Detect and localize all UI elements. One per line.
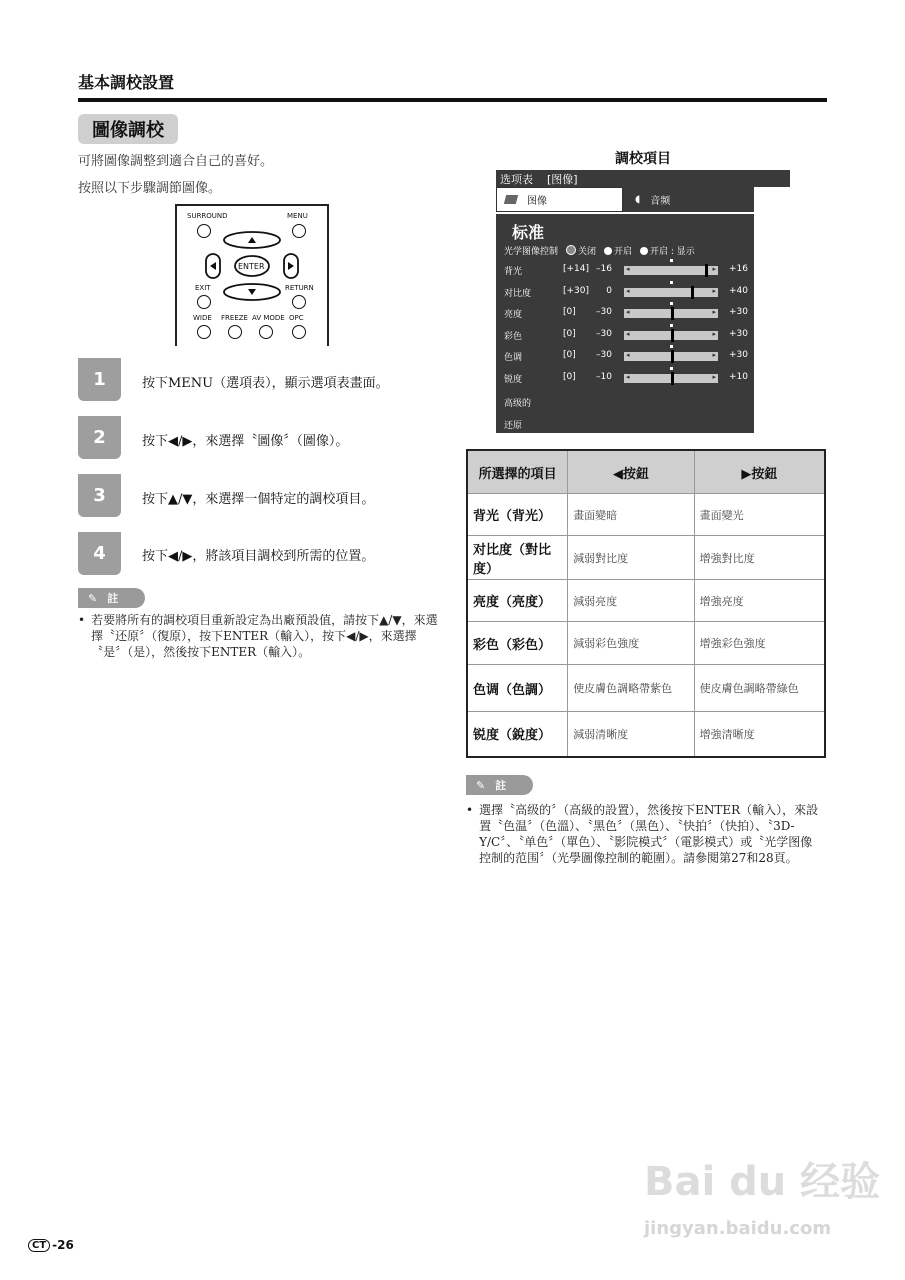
header-divider — [78, 98, 827, 102]
slider-thumb[interactable] — [671, 329, 674, 342]
osd-item-name: 锐度 — [504, 374, 523, 385]
left-arrow-icon: ◂ — [626, 286, 630, 295]
osd-slider[interactable] — [624, 309, 718, 318]
region-badge: CT — [28, 1239, 50, 1252]
table-left-button-cell: 減弱清晰度 — [568, 712, 694, 757]
note-badge-left — [78, 588, 145, 608]
table-right-button-cell: 使皮膚色調略帶綠色 — [694, 665, 825, 712]
tab-audio-label: 音频 — [650, 196, 671, 207]
tab-audio[interactable] — [623, 187, 754, 212]
note-badge-right — [466, 775, 533, 795]
osd-item-max: +30 — [729, 328, 748, 339]
remote-enter-label: ENTER — [238, 262, 265, 271]
right-arrow-icon: ▸ — [712, 308, 716, 316]
left-arrow-icon: ◂ — [626, 308, 630, 316]
center-marker — [670, 324, 673, 327]
osd-slider-row[interactable] — [496, 350, 754, 364]
table-header-row — [467, 450, 825, 494]
osd-item-min: –16 — [596, 264, 612, 274]
remote-wide-label: WIDE — [193, 314, 212, 322]
osd-item-max: +30 — [729, 350, 748, 360]
picture-icon — [504, 195, 518, 204]
osd-slider-row[interactable] — [496, 372, 754, 386]
center-marker — [670, 259, 673, 262]
table-left-button-cell: 使皮膚色調略帶紫色 — [568, 665, 694, 712]
osd-menu-label: 选项表 — [500, 172, 533, 186]
table-item-cell: 色调（色調） — [467, 665, 568, 712]
opc-option-on-display[interactable]: 开启 : 显示 — [640, 244, 695, 257]
osd-item-max: +16 — [729, 264, 748, 274]
note-left-text: 若要將所有的調校項目重新設定為出廠預設值，請按下▲/▼，來選擇〝还原〞（復原），按下ENTER（輸入），按下◀/▶，來選擇〝是〞（是），然後按下ENTER（輸入）。 — [91, 613, 438, 659]
osd-item-min: –30 — [596, 307, 612, 317]
table-item-cell: 亮度（亮度） — [467, 580, 568, 622]
slider-thumb[interactable] — [671, 350, 674, 363]
intro-line-2: 按照以下步驟調節圖像。 — [78, 181, 222, 196]
intro-line-1: 可將圖像調整到適合自己的喜好。 — [78, 154, 274, 169]
table-right-button-cell: 增強亮度 — [694, 580, 825, 622]
remote-illustration — [175, 204, 329, 346]
step-text-4: 按下◀/▶，將該項目調校到所需的位置。 — [142, 549, 375, 564]
osd-item-min: –30 — [596, 350, 612, 360]
step-text-1: 按下MENU（選項表），顯示選項表畫面。 — [142, 376, 389, 391]
center-marker — [670, 345, 673, 348]
radio-icon — [604, 247, 612, 255]
osd-tabs — [496, 187, 754, 212]
slider-thumb[interactable] — [691, 286, 694, 299]
note-label: 註 — [107, 592, 119, 605]
table-item-cell: 锐度（銳度） — [467, 712, 568, 757]
osd-slider-row[interactable] — [496, 286, 754, 300]
left-arrow-icon: ◂ — [626, 329, 630, 338]
osd-menu-section: [图像] — [547, 172, 578, 186]
osd-item-advanced[interactable]: 高级的 — [504, 399, 532, 409]
osd-title: 調校項目 — [615, 151, 671, 167]
remote-freeze-label: FREEZE — [221, 314, 248, 322]
slider-thumb[interactable] — [671, 307, 674, 320]
remote-return-label: RETURN — [285, 284, 314, 292]
page-number: -26 — [52, 1238, 74, 1252]
table-row — [467, 536, 825, 580]
osd-item-current: [0] — [563, 350, 576, 360]
osd-slider[interactable] — [624, 331, 718, 340]
table-row — [467, 665, 825, 712]
table-row — [467, 580, 825, 622]
bullet-icon: • — [78, 613, 86, 627]
note-right-text: 選擇〝高级的〞（高級的設置），然後按下ENTER（輸入），來設置〝色温〞（色溫）、〝黑色〞（黑色）、〝快拍〞（快拍）、〝3D-Y/C〞、〝单色〞（單色）、〝影院模式〞（電影模式）或〝光学图像控制的范围〞（光學圖像控制的範圍）。請參閱第27和28頁。 — [479, 803, 819, 865]
opc-button — [292, 325, 306, 339]
table-item-cell: 背光（背光） — [467, 494, 568, 536]
page-footer — [28, 1238, 74, 1252]
wide-button — [197, 325, 211, 339]
remote-surround-label: SURROUND — [187, 212, 228, 220]
table-item-cell: 彩色（彩色） — [467, 622, 568, 665]
right-arrow-icon: ▸ — [712, 265, 716, 273]
opc-control — [504, 244, 695, 257]
step-number-3: 3 — [78, 474, 121, 517]
table-right-button-cell: 增強清晰度 — [694, 712, 825, 757]
center-marker — [670, 367, 673, 370]
radio-selected-icon — [566, 245, 576, 255]
slider-thumb[interactable] — [705, 264, 708, 277]
step-number-2: 2 — [78, 416, 121, 459]
osd-menu-bar — [496, 170, 790, 187]
section-title: 基本調校設置 — [78, 73, 175, 92]
osd-slider-row[interactable] — [496, 329, 754, 343]
osd-item-name: 对比度 — [504, 288, 532, 299]
osd-slider[interactable] — [624, 288, 718, 297]
osd-slider[interactable] — [624, 374, 718, 383]
watermark-url: jingyan.baidu.com — [644, 1218, 832, 1239]
watermark-logo: Bai du 经验 — [644, 1159, 881, 1205]
osd-item-max: +40 — [729, 285, 748, 296]
tab-picture-label: 图像 — [527, 196, 547, 207]
page-heading: 圖像調校 — [78, 114, 178, 144]
osd-item-current: [+14] — [563, 264, 590, 274]
osd-panel — [496, 214, 754, 433]
table-header: 所選擇的項目 — [467, 450, 568, 494]
osd-slider-row[interactable] — [496, 307, 754, 321]
table-right-button-cell: 增強對比度 — [694, 536, 825, 580]
step-text-3: 按下▲/▼，來選擇一個特定的調校項目。 — [142, 492, 375, 507]
remote-avmode-label: AV MODE — [252, 314, 285, 322]
center-marker — [670, 281, 673, 284]
note-label: 註 — [495, 779, 507, 792]
osd-item-current: [0] — [563, 307, 576, 317]
osd-item-max: +10 — [729, 371, 748, 382]
left-arrow-icon: ◂ — [626, 351, 630, 359]
av-mode-button — [259, 325, 273, 339]
note-left — [78, 612, 440, 660]
osd-item-max: +30 — [729, 307, 748, 317]
osd-slider-row[interactable] — [496, 264, 754, 278]
right-arrow-icon: ▸ — [712, 372, 716, 381]
remote-menu-label: MENU — [287, 212, 308, 220]
opc-control-label: 光学图像控制 — [504, 247, 559, 257]
right-arrow-icon: ▸ — [712, 286, 716, 295]
tab-picture[interactable] — [496, 187, 623, 212]
table-row — [467, 622, 825, 665]
table-header: ▶按鈕 — [694, 450, 825, 494]
slider-thumb[interactable] — [671, 372, 674, 385]
osd-item-name: 色调 — [504, 353, 523, 363]
osd-item-name: 背光 — [504, 267, 523, 277]
speaker-icon: ◖ — [635, 194, 641, 205]
osd-item-min: –10 — [596, 371, 612, 382]
table-right-button-cell: 增強彩色強度 — [694, 622, 825, 665]
table-right-button-cell: 畫面變光 — [694, 494, 825, 536]
osd-slider[interactable] — [624, 266, 718, 275]
osd-mode: 标准 — [512, 223, 545, 242]
right-arrow-icon: ▸ — [712, 351, 716, 359]
return-button — [292, 295, 306, 309]
step-text-2: 按下◀/▶，來選擇〝圖像〞（圖像）。 — [142, 434, 349, 449]
freeze-button — [228, 325, 242, 339]
osd-slider[interactable] — [624, 352, 718, 361]
osd-item-name: 彩色 — [504, 331, 523, 342]
exit-button — [197, 295, 211, 309]
center-marker — [670, 302, 673, 305]
table-row — [467, 494, 825, 536]
table-row — [467, 712, 825, 757]
opc-option-off[interactable]: 关闭 — [566, 244, 596, 257]
osd-item-reset[interactable]: 还原 — [504, 421, 523, 431]
right-arrow-icon: ▸ — [712, 329, 716, 338]
table-left-button-cell: 減弱亮度 — [568, 580, 694, 622]
osd-item-current: [0] — [563, 371, 576, 382]
remote-opc-label: OPC — [289, 314, 304, 322]
table-left-button-cell: 減弱對比度 — [568, 536, 694, 580]
osd-item-current: [+30] — [563, 285, 590, 296]
osd-item-current: [0] — [563, 328, 576, 339]
note-right — [466, 802, 820, 866]
opc-option-on[interactable]: 开启 — [604, 244, 632, 257]
table-left-button-cell: 減弱彩色強度 — [568, 622, 694, 665]
step-number-1: 1 — [78, 358, 121, 401]
radio-icon — [640, 247, 648, 255]
osd-item-min: –30 — [596, 328, 612, 339]
left-arrow-icon: ◂ — [626, 265, 630, 273]
osd-item-min: 0 — [606, 285, 612, 296]
table-header: ◀按鈕 — [568, 450, 694, 494]
left-arrow-icon: ◂ — [626, 372, 630, 381]
adjustment-table — [466, 449, 826, 758]
bullet-icon: • — [466, 803, 474, 817]
step-number-4: 4 — [78, 532, 121, 575]
table-item-cell: 对比度（對比度） — [467, 536, 568, 580]
table-left-button-cell: 畫面變暗 — [568, 494, 694, 536]
osd-item-name: 亮度 — [504, 310, 523, 320]
remote-exit-label: EXIT — [195, 284, 211, 292]
paperclip-icon: ✎ — [476, 778, 486, 792]
paperclip-icon: ✎ — [88, 591, 98, 605]
